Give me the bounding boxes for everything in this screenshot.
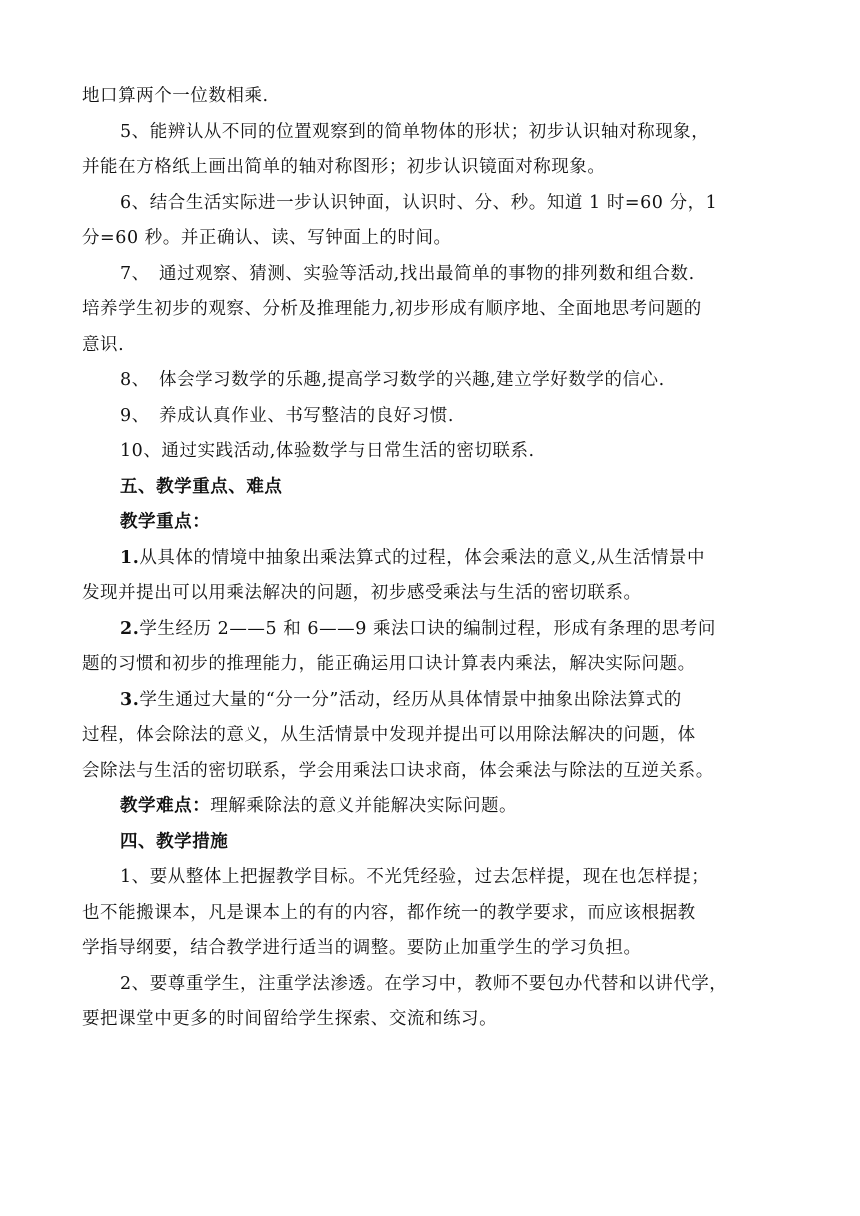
text-line-5: [82, 221, 782, 257]
text-line-9: [82, 363, 782, 399]
text-line-10: [82, 399, 782, 435]
subheading-teaching-focus: [82, 505, 782, 541]
text-line-1: [82, 79, 782, 115]
line-text: 10、通过实践活动,体验数学与日常生活的密切联系.: [120, 441, 535, 461]
text-line-18: [82, 683, 782, 719]
text-line-27: [82, 1002, 782, 1038]
document-page: [82, 79, 782, 1038]
line-text: 学生经历 2——5 和 6——9 乘法口诀的编制过程，形成有条理的思考问: [139, 618, 716, 639]
line-text: 题的习惯和初步的推理能力，能正确运用口诀计算表内乘法，解决实际问题。: [82, 654, 696, 674]
line-text: 会除法与生活的密切联系，学会用乘法口诀求商，体会乘法与除法的互逆关系。: [82, 760, 714, 781]
item-number: 2.: [120, 618, 140, 639]
heading-text: 五、教学重点、难点: [120, 476, 283, 497]
text-line-25: [82, 931, 782, 967]
line-text: 意识.: [82, 334, 125, 355]
line-text: 理解乘除法的意义并能解决实际问题。: [210, 796, 518, 816]
text-line-2: [82, 115, 782, 151]
text-line-8: [82, 328, 782, 364]
line-text: 6、结合生活实际进一步认识钟面，认识时、分、秒。知道 1 时=60 分，1: [120, 192, 718, 213]
section-heading-key-points: [82, 470, 782, 506]
text-line-15: [82, 576, 782, 612]
line-text: 培养学生初步的观察、分析及推理能力,初步形成有顺序地、全面地思考问题的: [82, 299, 702, 319]
line-text: 9、 养成认真作业、书写整洁的良好习惯.: [120, 405, 454, 426]
line-text: 学生通过大量的“分一分”活动，经历从具体情景中抽象出除法算式的: [139, 689, 682, 710]
line-text: 也不能搬课本，凡是课本上的有的内容，都作统一的教学要求，而应该根据教: [82, 902, 696, 923]
line-text: 分=60 秒。并正确认、读、写钟面上的时间。: [82, 228, 452, 248]
line-text: 地口算两个一位数相乘.: [82, 86, 269, 106]
text-line-24: [82, 896, 782, 932]
heading-text: 四、教学措施: [120, 831, 229, 852]
text-line-17: [82, 647, 782, 683]
line-text: 7、 通过观察、猜测、实验等活动,找出最简单的事物的排列数和组合数.: [120, 263, 695, 284]
section-heading-measures: [82, 825, 782, 861]
text-line-16: [82, 612, 782, 648]
line-text: 要把课堂中更多的时间留给学生探索、交流和练习。: [82, 1009, 498, 1029]
text-line-14: [82, 541, 782, 577]
text-line-21: [82, 789, 782, 825]
text-line-19: [82, 718, 782, 754]
line-text: 发现并提出可以用乘法解决的问题，初步感受乘法与生活的密切联系。: [82, 583, 642, 603]
text-line-26: [82, 967, 782, 1003]
text-line-20: [82, 754, 782, 790]
text-line-7: [82, 292, 782, 328]
line-text: 并能在方格纸上画出简单的轴对称图形；初步认识镜面对称现象。: [82, 157, 606, 177]
line-text: 从具体的情境中抽象出乘法算式的过程，体会乘法的意义,从生活情景中: [139, 547, 706, 568]
text-line-11: [82, 434, 782, 470]
item-number: 3.: [120, 689, 140, 710]
text-line-6: [82, 257, 782, 293]
heading-text: 教学重点：: [120, 512, 211, 532]
line-text: 2、要尊重学生，注重学法渗透。在学习中，教师不要包办代替和以讲代学，: [120, 973, 728, 994]
line-text: 过程，体会除法的意义，从生活情景中发现并提出可以用除法解决的问题，体: [82, 725, 696, 745]
difficulty-label: 教学难点：: [120, 796, 211, 816]
line-text: 8、 体会学习数学的乐趣,提高学习数学的兴趣,建立学好数学的信心.: [120, 370, 665, 390]
line-text: 5、能辨认从不同的位置观察到的简单物体的形状；初步认识轴对称现象，: [120, 121, 710, 142]
line-text: 1、要从整体上把握教学目标。不光凭经验，过去怎样提，现在也怎样提；: [120, 867, 710, 887]
item-number: 1.: [120, 547, 140, 568]
text-line-23: [82, 860, 782, 896]
text-line-3: [82, 150, 782, 186]
line-text: 学指导纲要，结合教学进行适当的调整。要防止加重学生的学习负担。: [82, 938, 642, 958]
text-line-4: [82, 186, 782, 222]
